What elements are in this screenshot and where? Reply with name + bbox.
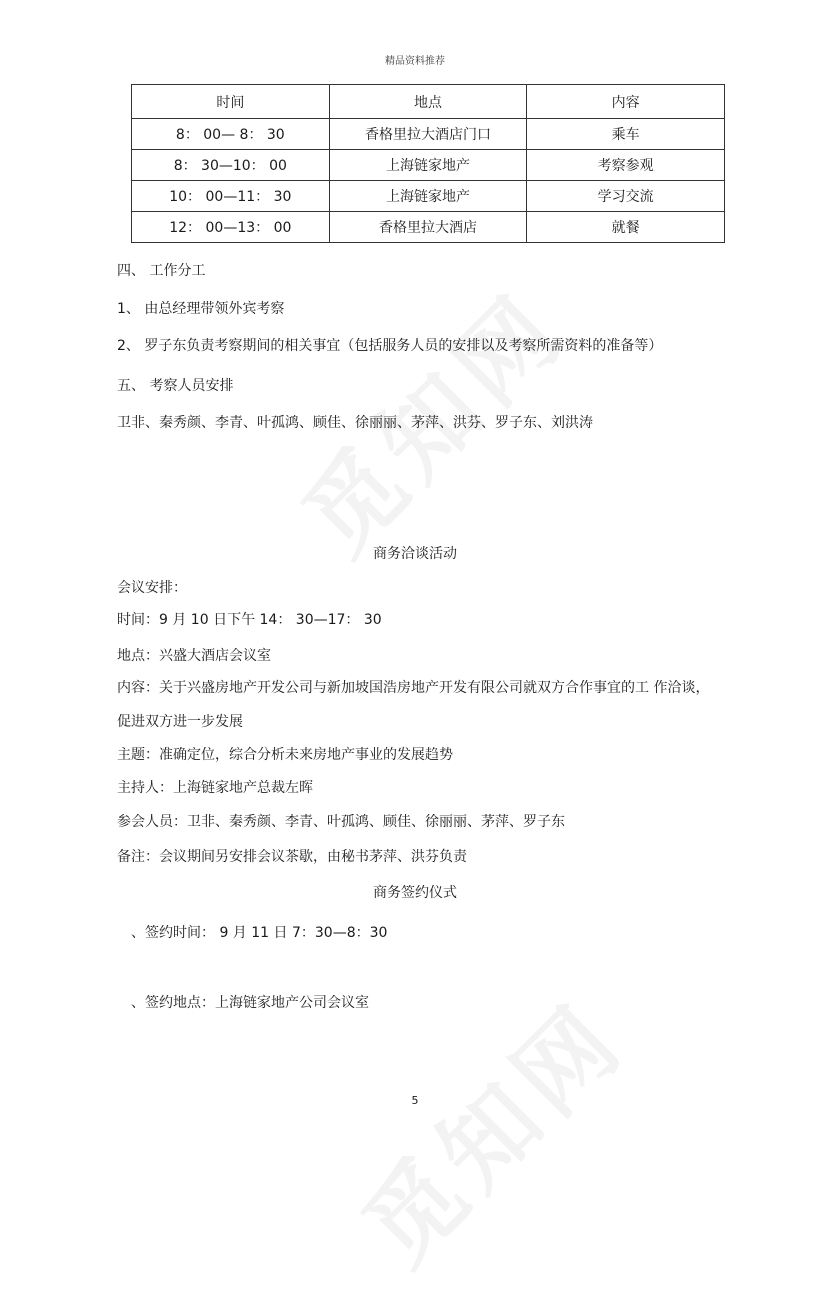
meeting-note: 备注：会议期间另安排会议茶歇，由秘书茅萍、洪芬负责 <box>117 849 467 865</box>
table-cell: 香格里拉大酒店 <box>329 212 527 243</box>
section-4-title: 四、 工作分工 <box>117 263 206 279</box>
table-header-row <box>132 85 725 119</box>
signing-title: 商务签约仪式 <box>373 885 457 901</box>
meeting-title: 商务洽谈活动 <box>373 546 457 562</box>
meeting-arrange: 会议安排： <box>117 580 187 596</box>
watermark <box>328 968 650 1289</box>
table-cell: 考察参观 <box>527 150 725 181</box>
table-row <box>132 150 725 181</box>
table-cell: 学习交流 <box>527 181 725 212</box>
table-cell: 8： 30—10： 00 <box>132 150 330 181</box>
meeting-attendees: 参会人员：卫非、秦秀颜、李青、叶孤鸿、顾佳、徐丽丽、茅萍、罗子东 <box>117 814 565 830</box>
table-row <box>132 181 725 212</box>
signing-place: 、签约地点：上海链家地产公司会议室 <box>131 995 369 1011</box>
table-header-cell: 地点 <box>329 85 527 119</box>
table-cell: 就餐 <box>527 212 725 243</box>
signing-time: 、签约时间： 9 月 11 日 7：30—8：30 <box>131 925 388 941</box>
table-row <box>132 212 725 243</box>
section-4-item: 1、 由总经理带领外宾考察 <box>117 301 285 317</box>
table-cell: 乘车 <box>527 119 725 150</box>
table-cell: 上海链家地产 <box>329 150 527 181</box>
page-number: 5 <box>411 1094 419 1107</box>
meeting-time: 时间：9 月 10 日下午 14： 30—17： 30 <box>117 612 382 628</box>
table-cell: 上海链家地产 <box>329 181 527 212</box>
section-4-item: 2、 罗子东负责考察期间的相关事宜（包括服务人员的安排以及考察所需资料的准备等） <box>117 338 663 354</box>
meeting-content-cont: 促进双方进一步发展 <box>117 714 243 730</box>
table-row <box>132 119 725 150</box>
table-header-cell: 内容 <box>527 85 725 119</box>
meeting-host: 主持人：上海链家地产总裁左晖 <box>117 780 313 796</box>
meeting-content: 内容：关于兴盛房地产开发公司与新加坡国浩房地产开发有限公司就双方合作事宜的工 作洽谈， <box>117 680 710 696</box>
section-5-title: 五、 考察人员安排 <box>117 378 234 394</box>
table-cell: 香格里拉大酒店门口 <box>329 119 527 150</box>
page-header: 精品资料推荐 <box>385 56 445 67</box>
table-cell: 12： 00—13： 00 <box>132 212 330 243</box>
schedule-table <box>131 84 725 243</box>
table-header-cell: 时间 <box>132 85 330 119</box>
table-cell: 8： 00— 8： 30 <box>132 119 330 150</box>
inspection-people: 卫非、秦秀颜、李青、叶孤鸿、顾佳、徐丽丽、茅萍、洪芬、罗子东、刘洪涛 <box>117 415 593 431</box>
meeting-place: 地点：兴盛大酒店会议室 <box>117 648 271 664</box>
meeting-theme: 主题：准确定位，综合分析未来房地产事业的发展趋势 <box>117 747 453 763</box>
table-cell: 10： 00—11： 30 <box>132 181 330 212</box>
